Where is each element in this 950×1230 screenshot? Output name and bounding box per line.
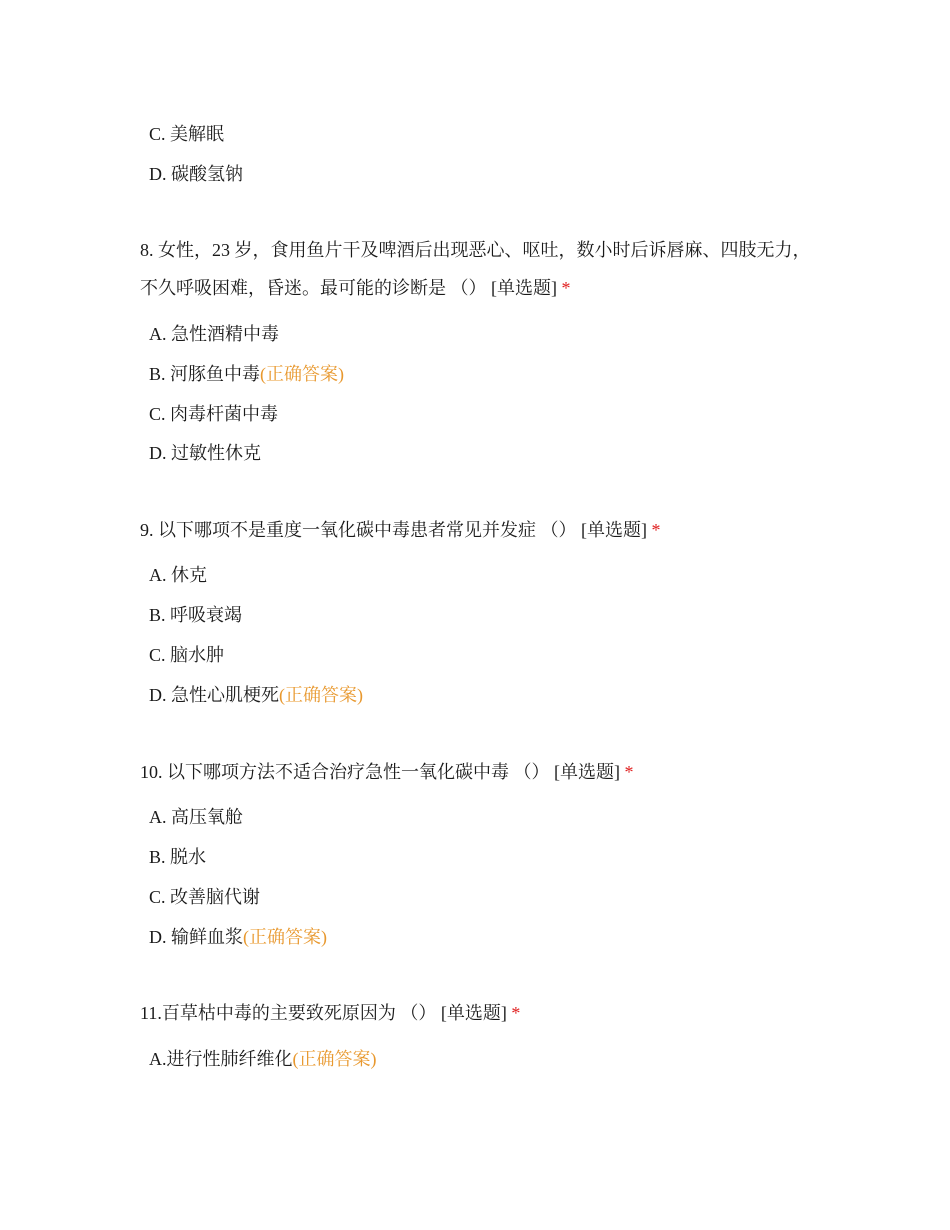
required-asterisk: * [511,1003,521,1023]
question-10-option-c [149,885,260,909]
option-text: A.进行性肺纤维化 [149,1049,293,1069]
option-text: D. 碳酸氢钠 [149,164,243,184]
option-text: A. 休克 [149,565,207,585]
question-9-option-c [149,643,224,667]
question-8-title [140,231,820,307]
question-text: 8. 女性，23 岁，食用鱼片干及啤酒后出现恶心、呕吐，数小时后诉唇麻、四肢无力，不久呼吸困难，昏迷。最可能的诊断是 （） [单选题] [140,240,811,298]
question-11-option-a [149,1047,377,1071]
required-asterisk: * [561,278,571,298]
option-text: C. 脑水肿 [149,645,225,665]
question-8-option-c [149,402,278,426]
question-10-title [140,753,820,791]
required-asterisk: * [624,762,634,782]
option-text: C. 肉毒杆菌中毒 [149,404,279,424]
option-text: B. 呼吸衰竭 [149,605,243,625]
option-text: A. 急性酒精中毒 [149,324,279,344]
option-text: D. 过敏性休克 [149,443,261,463]
option-text: B. 河豚鱼中毒 [149,364,261,384]
question-text: 11.百草枯中毒的主要致死原因为 （） [单选题] [140,1003,507,1023]
option-prev-d [149,162,243,186]
correct-answer-mark: (正确答案) [260,364,345,384]
question-8-option-a [149,322,279,346]
correct-answer-mark: (正确答案) [279,685,363,705]
question-9-option-d [149,683,363,707]
question-8-option-b [149,362,344,386]
option-prev-c [149,122,224,146]
option-text: C. 美解眠 [149,124,225,144]
question-text: 10. 以下哪项方法不适合治疗急性一氧化碳中毒 （） [单选题] [140,762,620,782]
question-9-option-b [149,603,242,627]
option-text: D. 急性心肌梗死 [149,685,279,705]
question-10-option-a [149,805,243,829]
correct-answer-mark: (正确答案) [243,927,327,947]
question-10-option-d [149,925,327,949]
question-10-option-b [149,845,206,869]
question-text: 9. 以下哪项不是重度一氧化碳中毒患者常见并发症 （） [单选题] [140,520,647,540]
option-text: C. 改善脑代谢 [149,887,261,907]
correct-answer-mark: (正确答案) [292,1049,377,1069]
required-asterisk: * [651,520,661,540]
option-text: D. 输鲜血浆 [149,927,243,947]
option-text: A. 高压氧舱 [149,807,243,827]
option-text: B. 脱水 [149,847,207,867]
question-11-title [140,994,820,1032]
question-9-title [140,511,820,549]
question-8-option-d [149,441,261,465]
question-9-option-a [149,563,207,587]
